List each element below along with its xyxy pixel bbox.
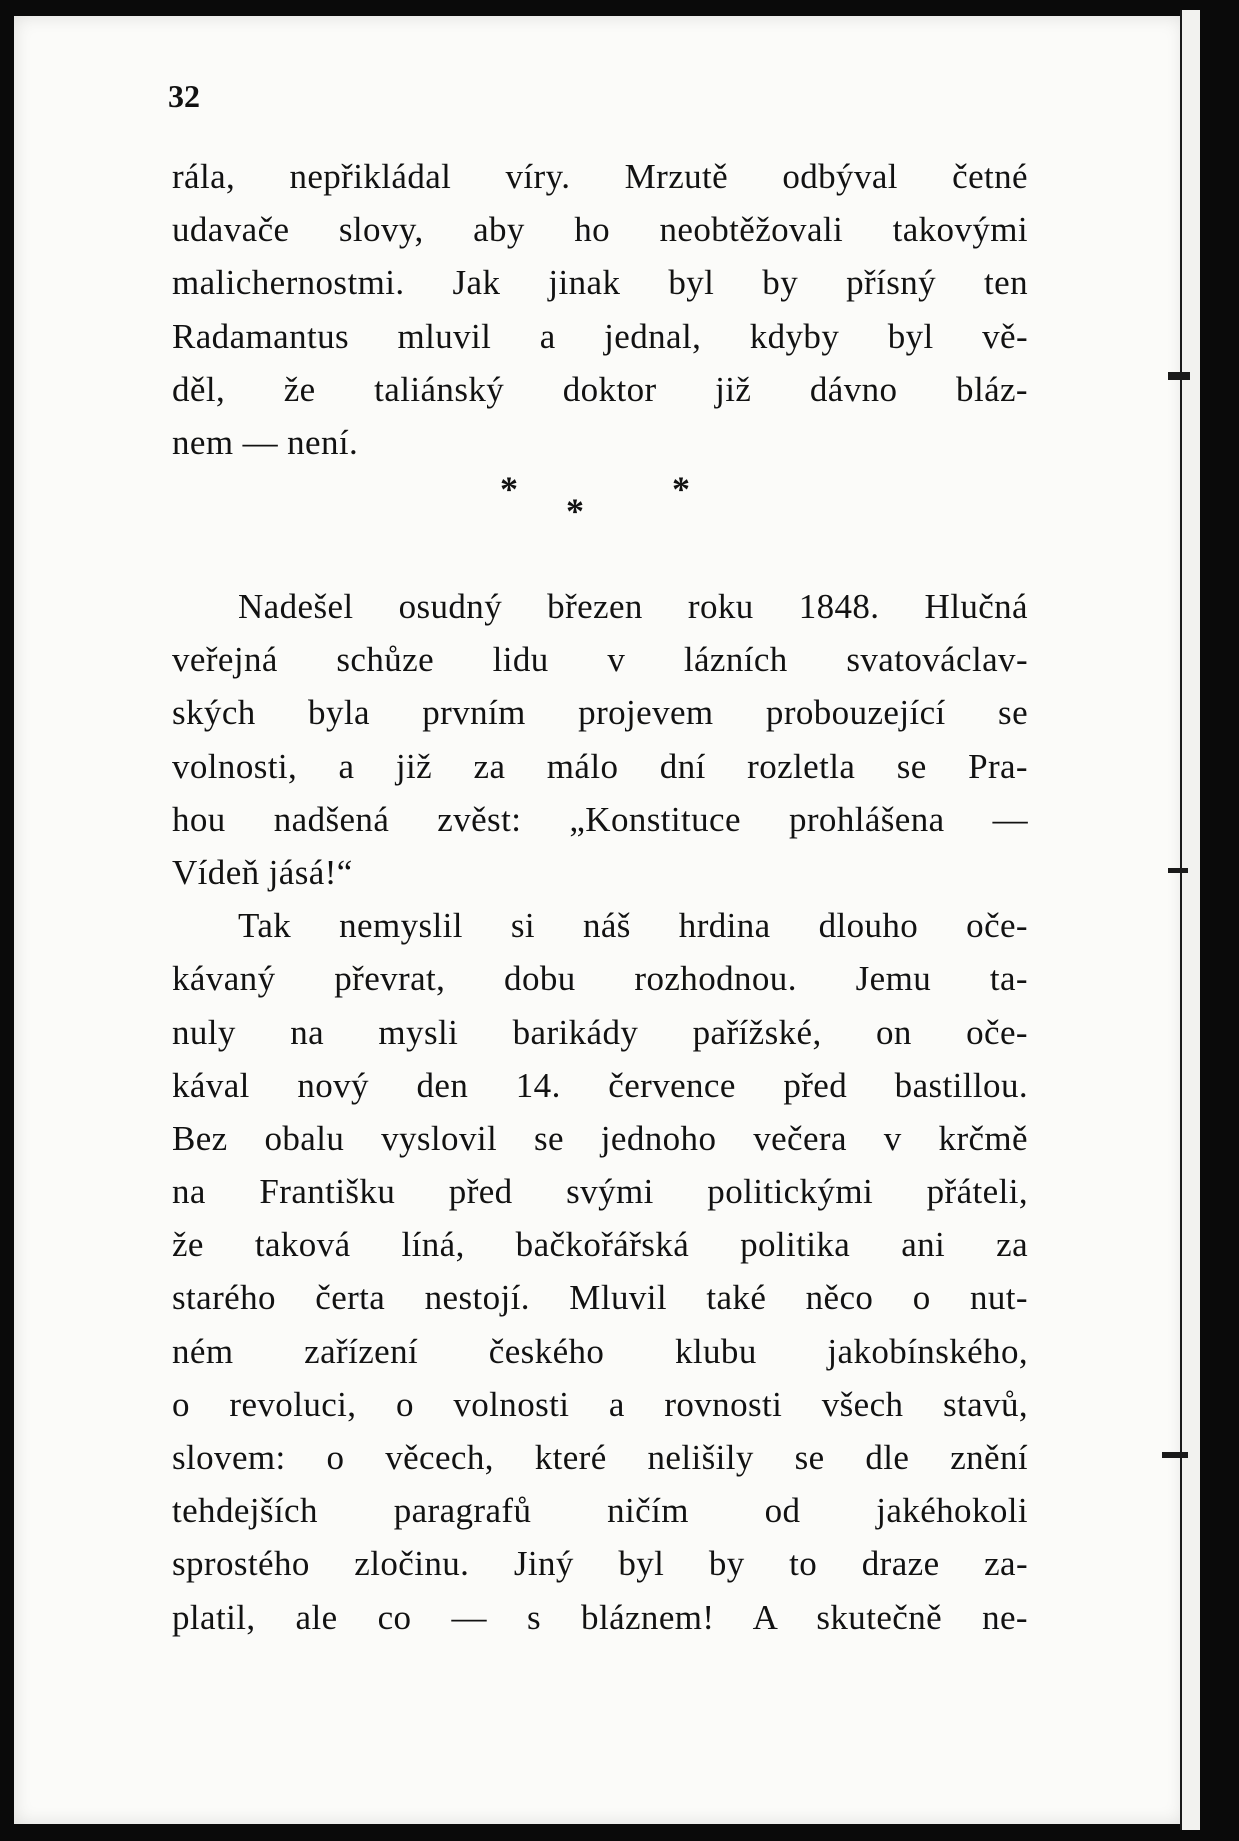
paragraph-2 [172,580,1028,1644]
text-line: hou nadšená zvěst: „Konstituce prohlášena — [172,799,1028,839]
text-line: kával nový den 14. července před bastillou. [172,1065,1028,1105]
text-line: rála, nepřikládal víry. Mrzutě odbýval četné [172,157,1028,196]
text-line: o revoluci, o volnosti a rovnosti všech stavů, [172,1384,1028,1424]
text-line: sprostého zločinu. Jiný byl by to draze za- [172,1544,1028,1584]
text-line: starého čerta nestojí. Mluvil také něco o nut- [172,1278,1028,1318]
text-line: ských byla prvním projevem probouzející se [172,693,1028,733]
asterisk: * [672,469,690,509]
text-line: děl, že taliánský doktor již dávno bláz- [172,369,1028,409]
text-line: ném zařízení českého klubu jakobínského, [172,1331,1028,1371]
text-line: Vídeň jásá!“ [172,852,353,892]
text-line: veřejná schůze lidu v lázních svatováclav- [172,640,1028,680]
text-line: kávaný převrat, dobu rozhodnou. Jemu ta- [172,959,1028,999]
asterisk: * [566,491,584,531]
text-line: slovem: o věcech, které nelišily se dle znění [172,1438,1028,1477]
paragraph-1 [172,150,1028,469]
text-line: udavače slovy, aby ho neobtěžovali takovými [172,210,1028,250]
page-number: 32 [168,78,200,114]
text-line: na Františku před svými politickými přáteli, [172,1172,1028,1212]
text-line: Bez obalu vyslovil se jednoho večera v krčmě [172,1118,1028,1158]
text-line: malichernostmi. Jak jinak byl by přísný ten [172,263,1028,303]
scan-mark [1162,1452,1188,1458]
text-line: že taková líná, bačkořářská politika ani za [172,1225,1028,1265]
text-line: Nadešel osudný březen roku 1848. Hlučná [238,587,1028,626]
text-line: Tak nemyslil si náš hrdina dlouho oče- [238,906,1028,946]
text-line: Radamantus mluvil a jednal, kdyby byl vě- [172,316,1028,356]
page-edge [1180,10,1202,1830]
text-line: platil, ale co — s bláznem! A skutečně ne- [172,1597,1028,1637]
scan-mark [1168,868,1188,873]
scan-mark [1168,372,1190,380]
asterisk: * [500,469,518,509]
text-line: tehdejších paragrafů ničím od jakéhokoli [172,1491,1028,1531]
text-line: volnosti, a již za málo dní rozletla se Pra- [172,746,1028,786]
text-line: nuly na mysli barikády pařížské, on oče- [172,1012,1028,1052]
scan-border [1200,0,1239,1841]
text-line: nem — není. [172,422,359,462]
section-separator [480,468,720,538]
